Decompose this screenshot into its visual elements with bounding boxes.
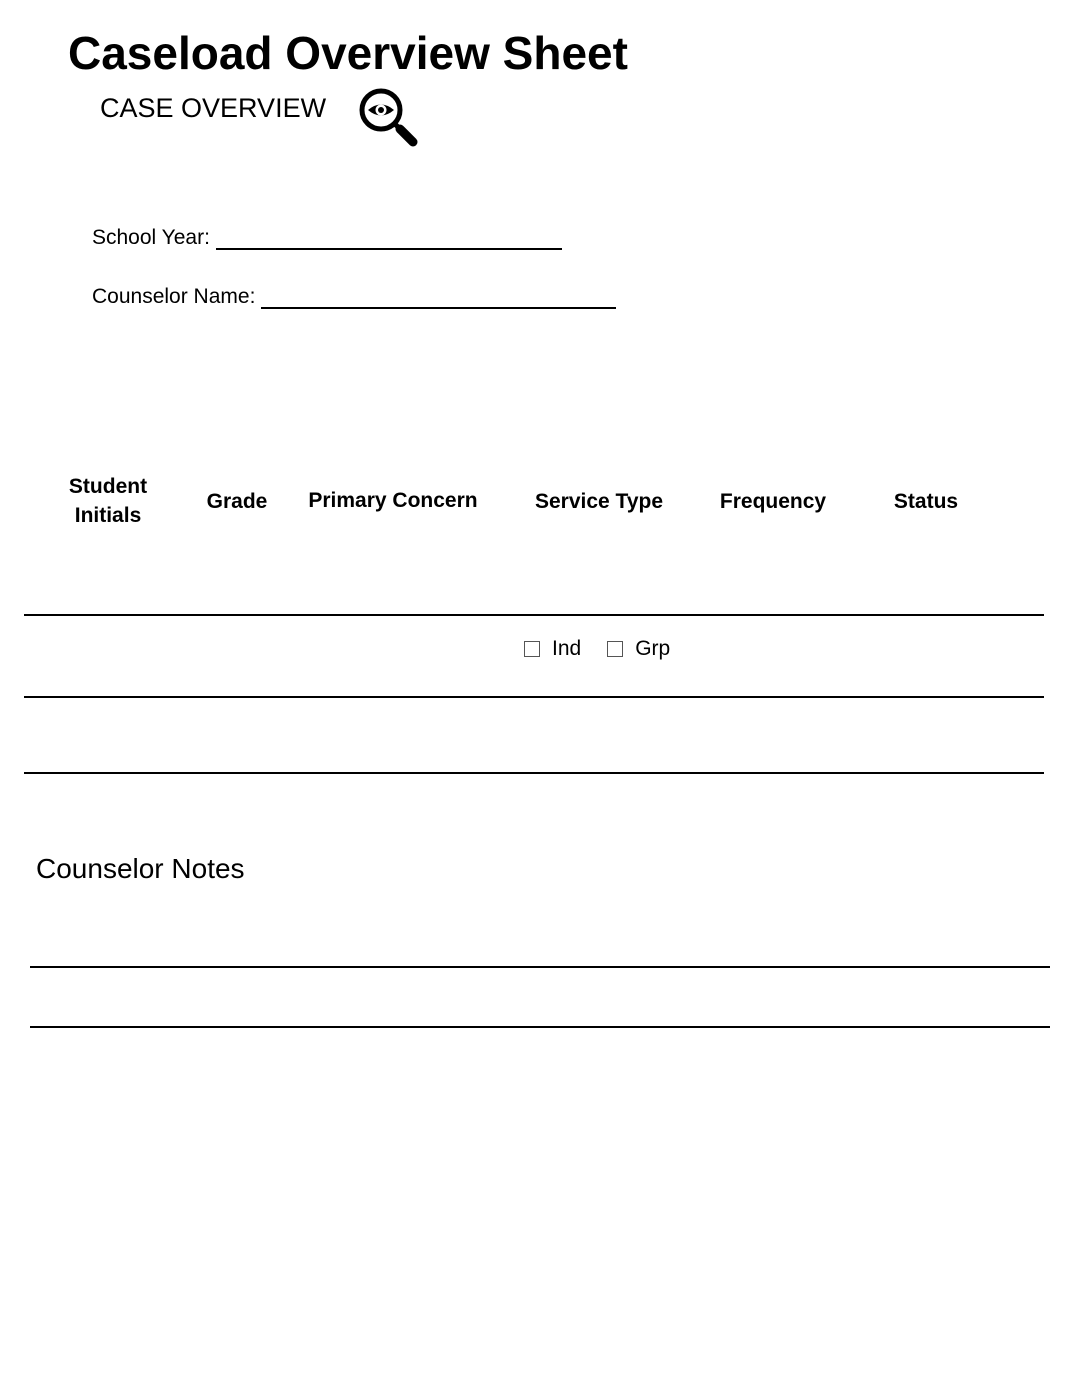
counselor-name-blank[interactable] [261,289,616,309]
column-header-service-type: Service Type [534,490,664,513]
ind-checkbox-label: Ind [552,637,582,660]
page-subtitle: CASE OVERVIEW [100,93,327,123]
column-header-student-initials: Student Initials [68,475,148,527]
grp-checkbox[interactable] [607,641,623,657]
counselor-notes-heading: Counselor Notes [36,853,245,884]
column-header-status: Status [893,490,959,513]
grp-checkbox-label: Grp [635,637,671,660]
magnifier-eye-icon [357,86,421,150]
column-header-primary-concern: Primary Concern [308,489,478,512]
table-row-line [24,772,1044,774]
school-year-blank[interactable] [216,230,562,250]
table-row-line [24,614,1044,616]
notes-line[interactable] [30,1026,1050,1028]
column-header-frequency: Frequency [719,490,827,513]
page-title: Caseload Overview Sheet [68,27,628,79]
column-header-grade: Grade [206,490,268,513]
service-type-options [524,637,670,661]
counselor-name-field[interactable] [92,285,616,309]
counselor-name-label: Counselor Name: [92,285,256,308]
school-year-label: School Year: [92,226,210,249]
ind-checkbox[interactable] [524,641,540,657]
notes-line[interactable] [30,966,1050,968]
school-year-field[interactable] [92,226,562,250]
table-row-line [24,696,1044,698]
